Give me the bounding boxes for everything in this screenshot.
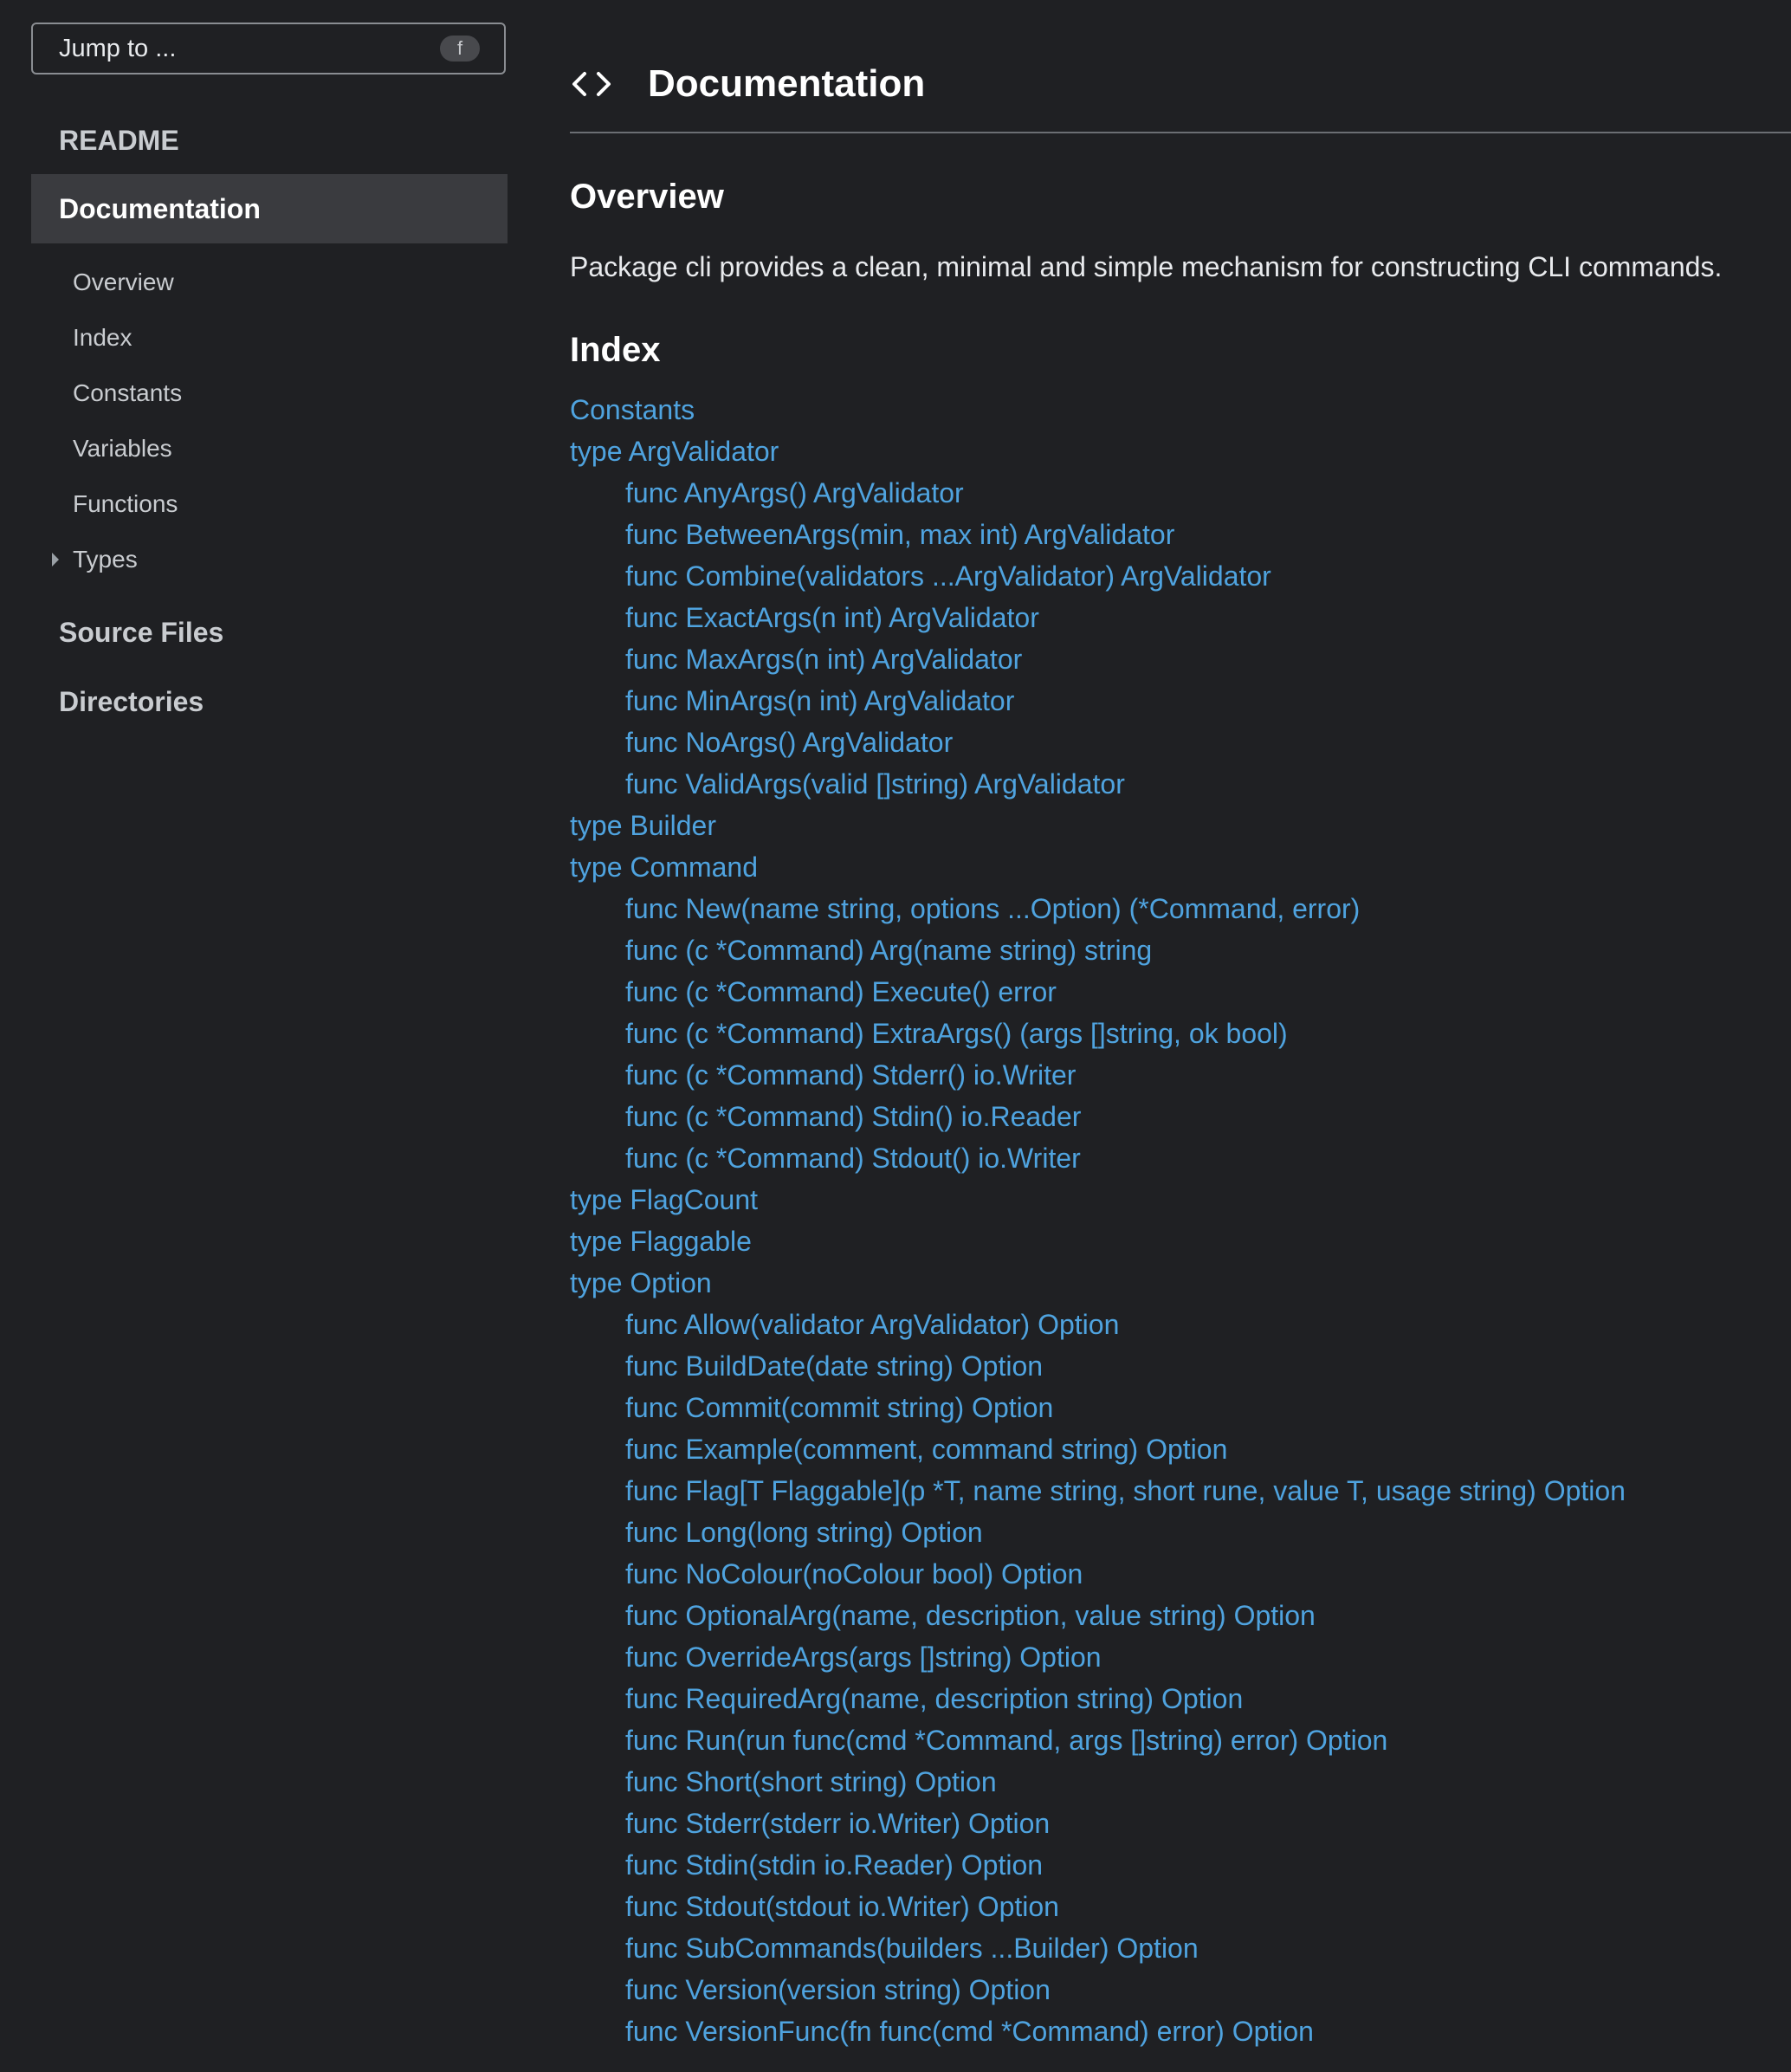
index-item — [570, 1428, 1626, 1470]
sidebar-item-source-files[interactable]: Source Files — [59, 616, 224, 648]
index-link[interactable]: func Version(version string) Option — [625, 1974, 1051, 2005]
index-item — [570, 1345, 1626, 1387]
index-link[interactable]: func Run(run func(cmd *Command, args []string) error) Option — [625, 1725, 1388, 1756]
index-item — [570, 1387, 1626, 1428]
index-link[interactable]: func Long(long string) Option — [625, 1517, 983, 1548]
index-link[interactable]: func Allow(validator ArgValidator) Option — [625, 1309, 1120, 1340]
sidebar-item-overview[interactable] — [31, 261, 508, 304]
sidebar-item-label: Index — [73, 324, 133, 351]
index-item — [570, 805, 1626, 846]
index-item — [570, 1054, 1626, 1096]
index-link[interactable]: func (c *Command) ExtraArgs() (args []string, ok bool) — [625, 1018, 1288, 1049]
index-item — [570, 1096, 1626, 1137]
sidebar-item-readme[interactable]: README — [59, 124, 179, 156]
caret-right-icon[interactable] — [52, 553, 59, 567]
header-divider — [570, 132, 1791, 133]
overview-text: Package cli provides a clean, minimal and simple mechanism for constructing CLI commands. — [570, 251, 1723, 282]
index-item — [570, 1470, 1626, 1512]
index-link[interactable]: func (c *Command) Stdin() io.Reader — [625, 1101, 1082, 1132]
index-link[interactable]: func VersionFunc(fn func(cmd *Command) error) Option — [625, 2016, 1314, 2047]
index-item — [570, 597, 1626, 638]
index-item — [570, 929, 1626, 971]
index-item — [570, 1179, 1626, 1221]
index-link[interactable]: func BetweenArgs(min, max int) ArgValidator — [625, 519, 1175, 550]
index-link[interactable]: type ArgValidator — [570, 436, 779, 467]
index-link[interactable]: func AnyArgs() ArgValidator — [625, 477, 964, 508]
index-link[interactable]: func MaxArgs(n int) ArgValidator — [625, 644, 1023, 675]
index-link[interactable]: func NoArgs() ArgValidator — [625, 727, 954, 758]
code-brackets-icon — [570, 67, 613, 101]
index-link[interactable]: func Stderr(stderr io.Writer) Option — [625, 1808, 1051, 1839]
index-link[interactable]: type Command — [570, 851, 758, 883]
index-item — [570, 680, 1626, 722]
index-link[interactable]: func Combine(validators ...ArgValidator) ArgValidator — [625, 560, 1271, 592]
index-item — [570, 1844, 1626, 1886]
index-link[interactable]: type FlagCount — [570, 1184, 759, 1215]
index-link[interactable]: func Commit(commit string) Option — [625, 1392, 1054, 1423]
sidebar-item-label: Types — [73, 546, 138, 573]
index-link[interactable]: func ExactArgs(n int) ArgValidator — [625, 602, 1039, 633]
sidebar-item-constants[interactable] — [31, 372, 508, 415]
index-item — [570, 1262, 1626, 1304]
index-link[interactable]: func Flag[T Flaggable](p *T, name string, short rune, value T, usage string) Option — [625, 1475, 1626, 1506]
index-item — [570, 846, 1626, 888]
index-item — [570, 1221, 1626, 1262]
index-link[interactable]: func New(name string, options ...Option) (*Command, error) — [625, 893, 1361, 924]
sidebar-item-directories[interactable]: Directories — [59, 685, 204, 717]
index-item — [570, 763, 1626, 805]
jump-to-input[interactable] — [31, 23, 506, 74]
index-item — [570, 1013, 1626, 1054]
index-item — [570, 2010, 1626, 2052]
index-link[interactable]: func OptionalArg(name, description, value string) Option — [625, 1600, 1316, 1631]
sidebar-item-label: Constants — [73, 379, 183, 406]
sidebar-item-label: Functions — [73, 490, 178, 517]
overview-heading: Overview — [570, 178, 724, 216]
index-link[interactable]: type Flaggable — [570, 1226, 752, 1257]
jump-shortcut-badge: f — [440, 36, 480, 62]
sidebar-item-label: Variables — [73, 435, 172, 462]
index-item — [570, 1636, 1626, 1678]
sidebar-item-label: Overview — [73, 269, 174, 295]
index-item — [570, 1969, 1626, 2010]
documentation-header — [570, 52, 925, 116]
index-item — [570, 722, 1626, 763]
index-item — [570, 1553, 1626, 1595]
index-link[interactable]: Constants — [570, 394, 695, 425]
index-link[interactable]: func (c *Command) Execute() error — [625, 976, 1057, 1007]
index-item — [570, 514, 1626, 555]
index-item — [570, 472, 1626, 514]
index-link[interactable]: func Short(short string) Option — [625, 1766, 997, 1797]
index-link[interactable]: func RequiredArg(name, description string) Option — [625, 1683, 1244, 1714]
sidebar-item-documentation[interactable]: Documentation — [31, 174, 508, 243]
index-item — [570, 1678, 1626, 1719]
index-item — [570, 888, 1626, 929]
index-item — [570, 1761, 1626, 1803]
index-link[interactable]: func SubCommands(builders ...Builder) Option — [625, 1933, 1199, 1964]
index-link[interactable]: func (c *Command) Stderr() io.Writer — [625, 1059, 1077, 1091]
index-item — [570, 1927, 1626, 1969]
index-item — [570, 1304, 1626, 1345]
index-item — [570, 555, 1626, 597]
index-item — [570, 1595, 1626, 1636]
page-title: Documentation — [648, 62, 926, 105]
index-heading: Index — [570, 331, 661, 369]
sidebar-item-variables[interactable] — [31, 427, 508, 470]
index-item — [570, 389, 1626, 431]
jump-to-placeholder: Jump to ... — [59, 34, 177, 62]
index-link[interactable]: type Option — [570, 1267, 712, 1298]
index-link[interactable]: func (c *Command) Stdout() io.Writer — [625, 1143, 1081, 1174]
index-link[interactable]: func ValidArgs(valid []string) ArgValidator — [625, 768, 1125, 800]
index-item — [570, 1886, 1626, 1927]
index-link[interactable]: func NoColour(noColour bool) Option — [625, 1558, 1083, 1590]
index-link[interactable]: func Stdin(stdin io.Reader) Option — [625, 1849, 1044, 1881]
index-link[interactable]: type Builder — [570, 810, 716, 841]
index-item — [570, 1512, 1626, 1553]
index-link[interactable]: func (c *Command) Arg(name string) string — [625, 935, 1153, 966]
index-item — [570, 971, 1626, 1013]
sidebar-item-index[interactable] — [31, 316, 508, 359]
index-item — [570, 1137, 1626, 1179]
index-item — [570, 1803, 1626, 1844]
sidebar-item-types[interactable] — [31, 538, 508, 581]
index-link[interactable]: func Stdout(stdout io.Writer) Option — [625, 1891, 1059, 1922]
index-item — [570, 431, 1626, 472]
index-link[interactable]: func OverrideArgs(args []string) Option — [625, 1641, 1102, 1673]
index-link[interactable]: func BuildDate(date string) Option — [625, 1350, 1044, 1382]
index-item — [570, 638, 1626, 680]
index-list — [570, 389, 1626, 2052]
index-item — [570, 1719, 1626, 1761]
index-link[interactable]: func Example(comment, command string) Option — [625, 1434, 1228, 1465]
sidebar-item-functions[interactable] — [31, 482, 508, 526]
index-link[interactable]: func MinArgs(n int) ArgValidator — [625, 685, 1015, 716]
